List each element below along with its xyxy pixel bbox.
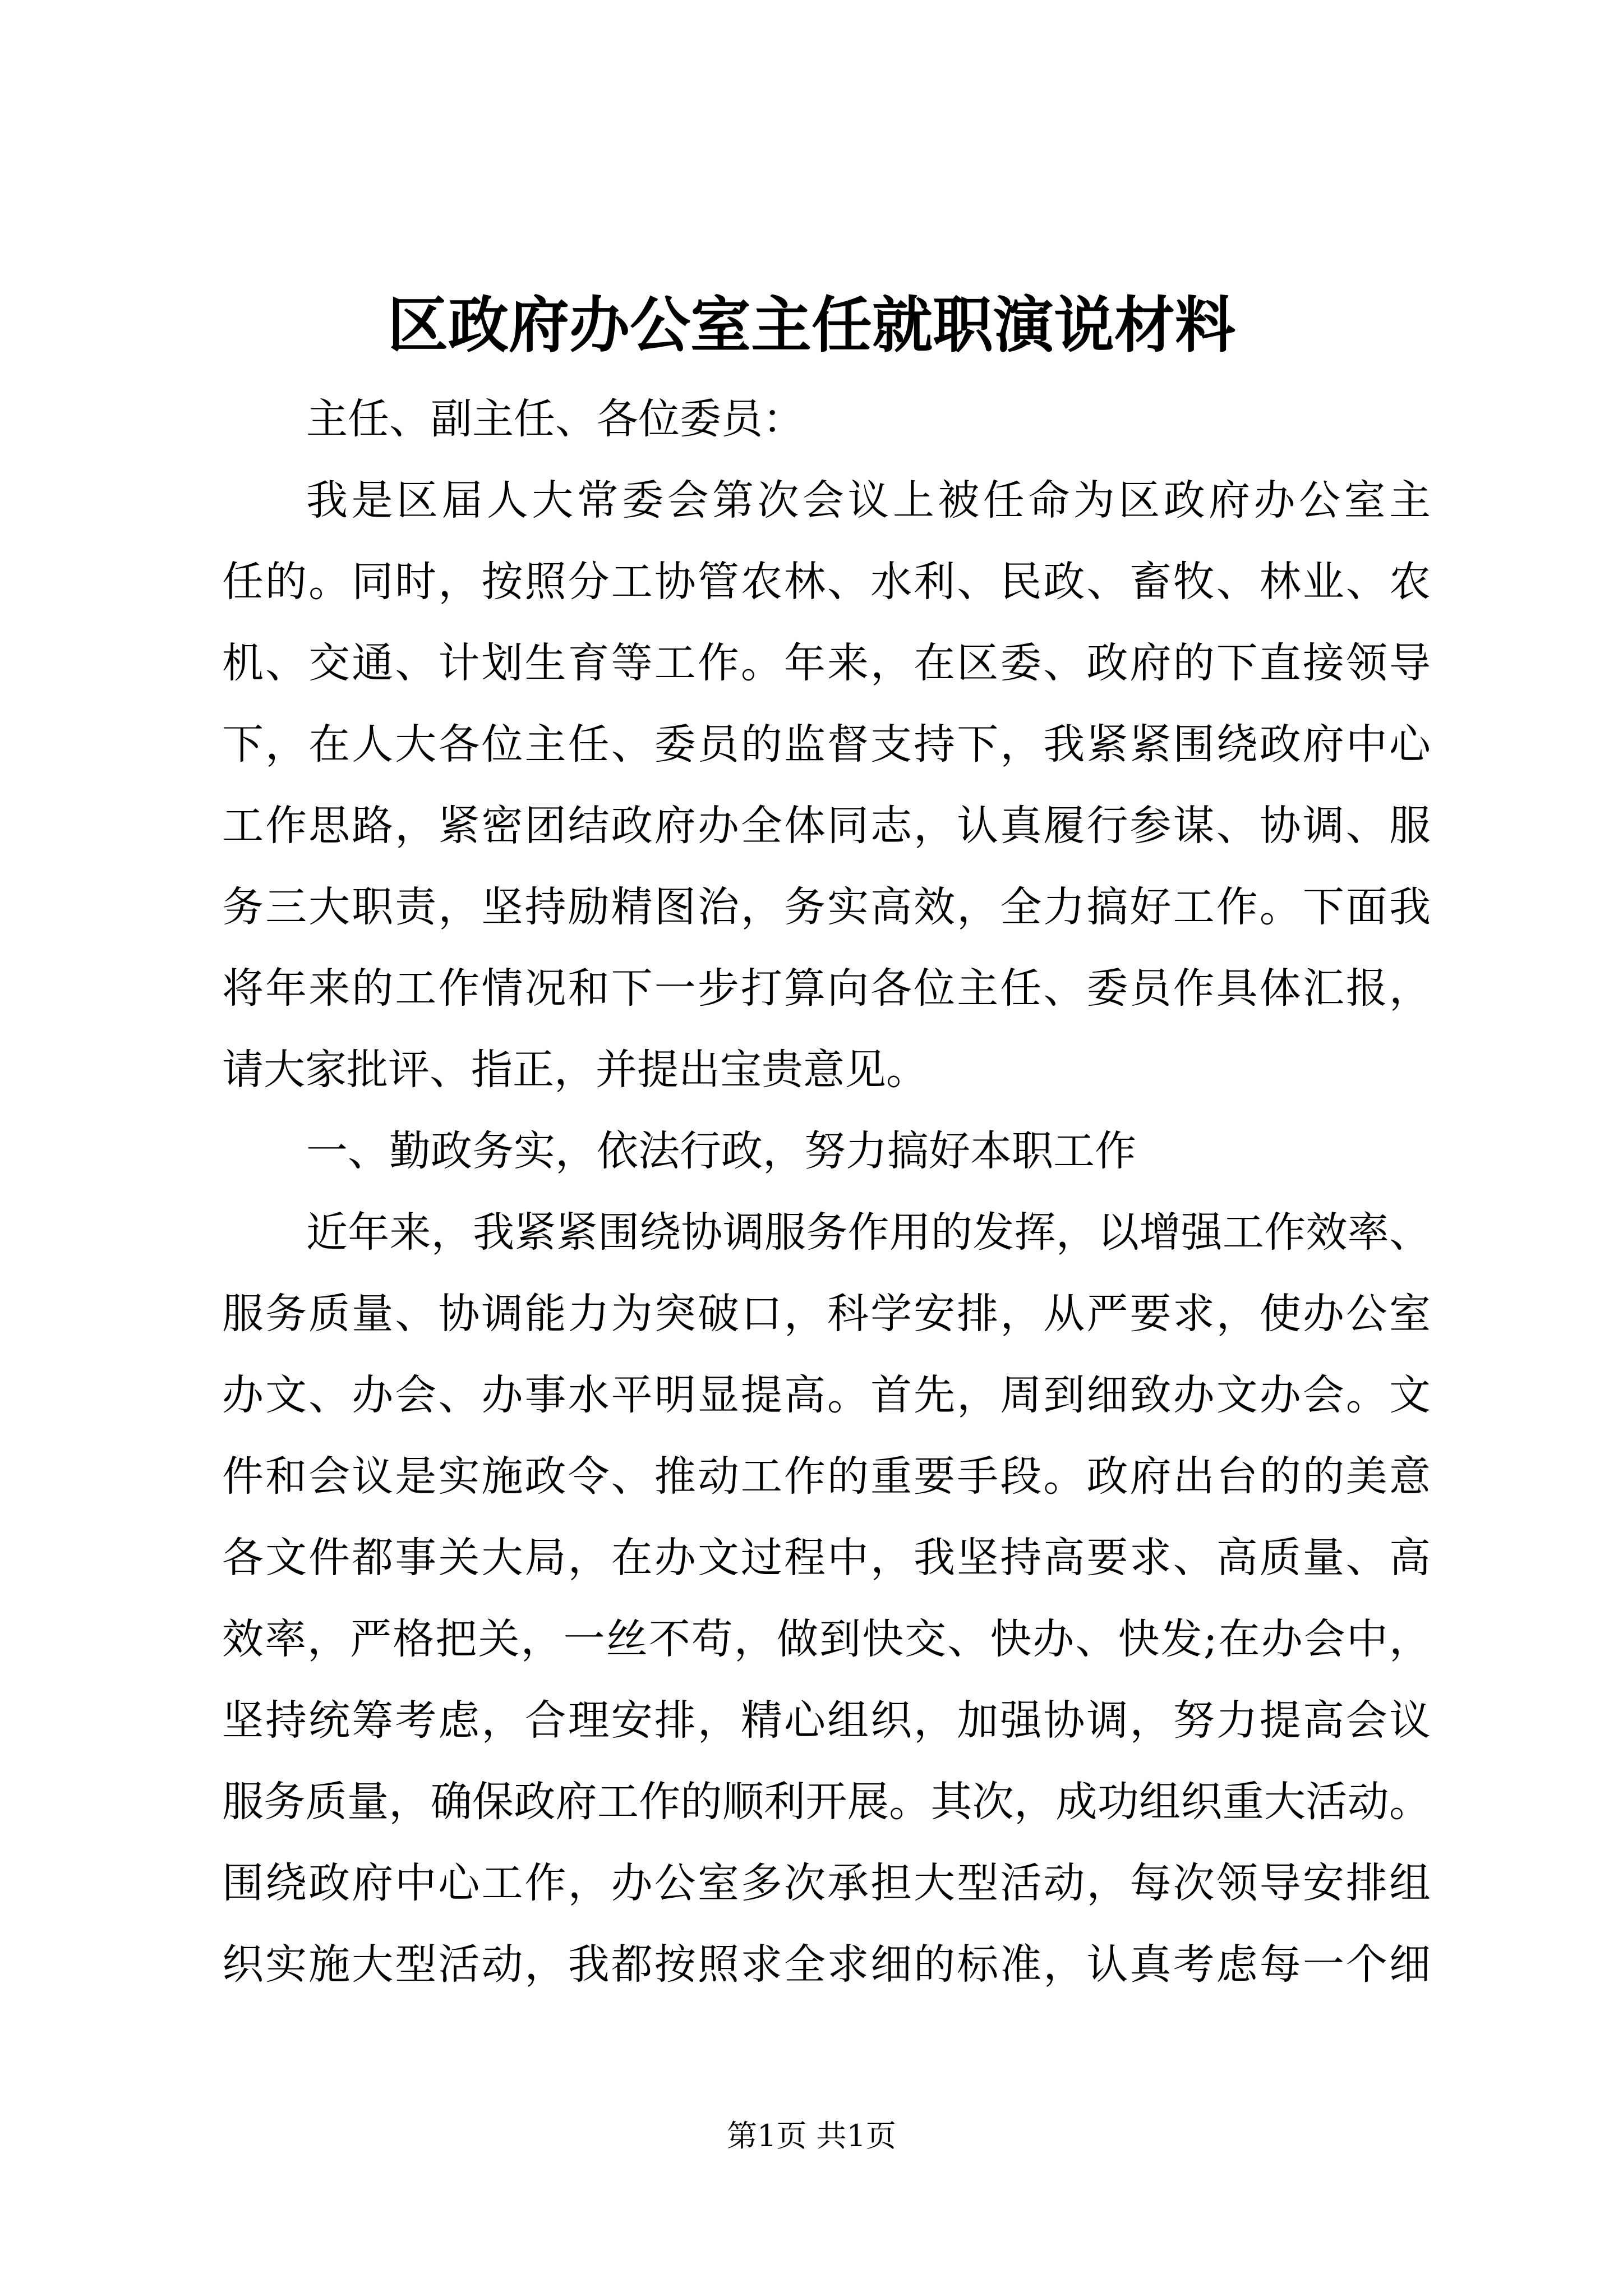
paragraph-line: 效率，严格把关，一丝不苟，做到快交、快办、快发;在办会中，	[222, 1615, 1431, 1663]
paragraph-line: 服务质量，确保政府工作的顺利开展。其次，成功组织重大活动。	[222, 1778, 1431, 1826]
paragraph-line: 各文件都事关大局，在办文过程中，我坚持高要求、高质量、高	[222, 1534, 1431, 1582]
paragraph-line: 机、交通、计划生育等工作。年来，在区委、政府的下直接领导	[222, 639, 1431, 687]
document-body	[222, 379, 1431, 2005]
paragraph-line: 围绕政府中心工作，办公室多次承担大型活动，每次领导安排组	[222, 1859, 1431, 1907]
section-heading: 一、勤政务实，依法行政，努力搞好本职工作	[306, 1127, 1136, 1175]
paragraph-line: 工作思路，紧密团结政府办全体同志，认真履行参谋、协调、服	[222, 802, 1431, 850]
document-title: 区政府办公室主任就职演说材料	[387, 290, 1235, 361]
paragraph-line: 办文、办会、办事水平明显提高。首先，周到细致办文办会。文	[222, 1371, 1431, 1419]
paragraph-line: 请大家批评、指正，并提出宝贵意见。	[222, 1046, 928, 1094]
page-footer: 第1页 共1页	[727, 2118, 896, 2154]
paragraph-line: 件和会议是实施政令、推动工作的重要手段。政府出台的的美意	[222, 1452, 1431, 1501]
paragraph-line: 服务质量、协调能力为突破口，科学安排，从严要求，使办公室	[222, 1290, 1431, 1338]
salutation-line: 主任、副主任、各位委员：	[306, 395, 804, 443]
paragraph-line: 织实施大型活动，我都按照求全求细的标准，认真考虑每一个细	[222, 1940, 1431, 1989]
paragraph-line: 任的。同时，按照分工协管农林、水利、民政、畜牧、林业、农	[222, 558, 1431, 606]
paragraph-line: 下，在人大各位主任、委员的监督支持下，我紧紧围绕政府中心	[222, 720, 1431, 769]
paragraph-line: 将年来的工作情况和下一步打算向各位主任、委员作具体汇报，	[222, 964, 1431, 1013]
paragraph-line: 近年来，我紧紧围绕协调服务作用的发挥，以增强工作效率、	[306, 1208, 1431, 1257]
paragraph-line: 我是区届人大常委会第次会议上被任命为区政府办公室主	[306, 476, 1431, 524]
paragraph-line: 务三大职责，坚持励精图治，务实高效，全力搞好工作。下面我	[222, 883, 1431, 931]
paragraph-line: 坚持统筹考虑，合理安排，精心组织，加强协调，努力提高会议	[222, 1696, 1431, 1745]
